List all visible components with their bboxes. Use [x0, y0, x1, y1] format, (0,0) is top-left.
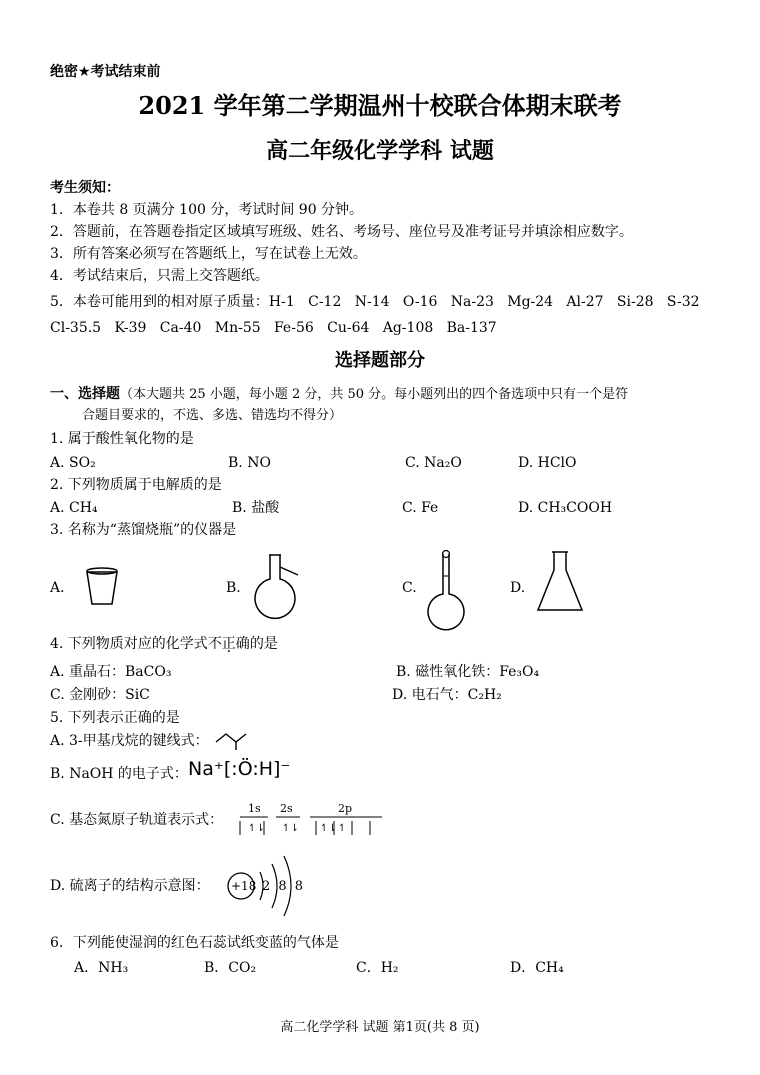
option-d: D. HClO — [518, 455, 577, 471]
option-c: C. Na₂O — [405, 455, 462, 471]
conical-flask-icon — [536, 550, 584, 612]
question-stem: 2. 下列物质属于电解质的是 — [50, 477, 222, 493]
question-stem — [50, 636, 278, 653]
svg-text:↿⇂: ↿⇂ — [248, 823, 265, 834]
question-stem: 3. 名称为“蒸馏烧瓶”的仪器是 — [50, 522, 237, 538]
notice-item: 4．考试结束后，只需上交答题纸。 — [50, 268, 269, 284]
option-a: A． — [50, 580, 75, 596]
option-c: C. — [402, 580, 417, 596]
option-b: B．CO₂ — [204, 960, 257, 976]
nucleus-charge: +18 — [231, 879, 257, 893]
part-heading — [50, 386, 628, 403]
svg-text:↿: ↿ — [338, 823, 347, 834]
svg-text:↿⇂: ↿⇂ — [320, 823, 337, 834]
option-a: A．NH₃ — [74, 960, 129, 976]
svg-text:↿⇂: ↿⇂ — [282, 823, 299, 834]
option-b: B. — [226, 580, 241, 596]
notice-item: 2．答题前，在答题卷指定区域填写班级、姓名、考场号、座位号及准考证号并填涂相应数字。 — [50, 224, 633, 240]
option-b: B. NO — [228, 455, 271, 471]
skeletal-formula-icon — [214, 726, 258, 752]
option-c: C. 基态氮原子轨道表示式： — [50, 812, 224, 828]
stem-text: 的是 — [249, 636, 278, 652]
notice-item: Cl-35.5 K-39 Ca-40 Mn-55 Fe-56 Cu-64 Ag-108 Ba-137 — [50, 320, 497, 336]
option-c: C. Fe — [402, 500, 439, 516]
notice-item: 5．本卷可能用到的相对原子质量：H-1 C-12 N-14 O-16 Na-23 Mg-24 Al-27 Si-28 S-32 — [50, 294, 700, 310]
option-c: C．H₂ — [356, 960, 399, 976]
option-d: D. CH₃COOH — [518, 500, 613, 516]
stem-text: 4. 下列物质对应的化学式 — [50, 636, 208, 652]
question-stem: 5. 下列表示正确的是 — [50, 710, 180, 726]
orbital-label: 1s — [248, 802, 261, 815]
shell-electrons: 2 8 8 — [262, 879, 306, 894]
distilling-flask-icon — [252, 553, 302, 615]
notice-item: 1．本卷共 8 页满分 100 分，考试时间 90 分钟。 — [50, 202, 364, 218]
question-stem: 1. 属于酸性氧化物的是 — [50, 431, 194, 447]
option-b: B. 磁性氧化铁：Fe₃O₄ — [396, 664, 540, 680]
option-b: B. 盐酸 — [232, 500, 280, 516]
exam-title: 2021 学年第二学期温州十校联合体期末联考 — [138, 91, 622, 120]
notice-heading: 考生须知： — [50, 180, 120, 196]
part-label: 一、选择题 — [50, 386, 120, 402]
part-desc: 合题目要求的，不选、多选、错选均不得分） — [82, 408, 343, 423]
option-d: D. 电石气：C₂H₂ — [392, 687, 502, 703]
page-footer: 高二化学学科 试题 第1页(共 8 页) — [280, 1020, 480, 1035]
volumetric-flask-icon — [424, 546, 468, 626]
electron-formula: Na⁺[:Ö:H]⁻ — [188, 758, 291, 780]
question-stem: 6．下列能使湿润的红色石蕊试纸变蓝的气体是 — [50, 935, 339, 951]
option-c: C. 金刚砂：SiC — [50, 687, 150, 703]
option-d: D. 硫离子的结构示意图： — [50, 878, 210, 894]
orbital-label: 2s — [280, 802, 293, 815]
option-b: B. NaOH 的电子式： — [50, 766, 188, 782]
exam-subtitle: 高二年级化学学科 试题 — [266, 138, 494, 164]
emphasis-text: 不正确 — [207, 636, 250, 652]
notice-item: 3．所有答案必须写在答题纸上，写在试卷上无效。 — [50, 246, 367, 262]
part-desc: （本大题共 25 小题，每小题 2 分，共 50 分。每小题列出的四个备选项中只有一个是符 — [120, 387, 629, 402]
option-d: D．CH₄ — [510, 960, 564, 976]
section-title: 选择题部分 — [335, 350, 425, 371]
option-a: A. 3-甲基戊烷的键线式： — [50, 733, 209, 749]
option-d: D. — [510, 580, 526, 596]
option-a: A. 重晶石：BaCO₃ — [50, 664, 172, 680]
option-a: A. SO₂ — [50, 455, 96, 471]
option-a: A. CH₄ — [50, 500, 98, 516]
orbital-diagram — [238, 815, 388, 839]
orbital-label: 2p — [338, 802, 353, 815]
crucible-icon — [86, 560, 118, 608]
secret-label: 绝密★考试结束前 — [50, 64, 161, 80]
